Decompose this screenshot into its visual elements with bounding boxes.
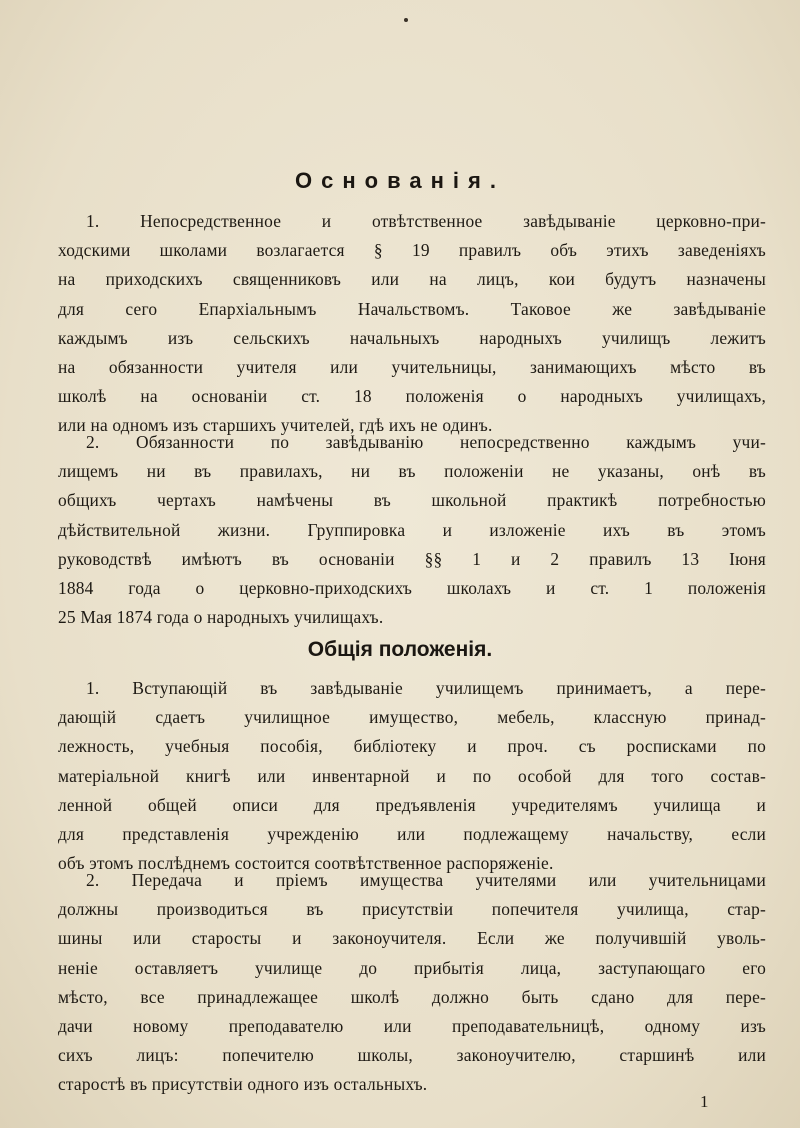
text-line: на обязанности учителя или учительницы, занимающихъ мѣсто въ bbox=[58, 356, 766, 377]
text-line: общихъ чертахъ намѣчены въ школьной практикѣ потребностью bbox=[58, 490, 766, 511]
text-line: должны производиться въ присутствіи попечителя училища, стар- bbox=[58, 899, 766, 920]
text-line: 1. Непосредственное и отвѣтственное завѣдываніе церковно-при- bbox=[86, 211, 766, 231]
paragraph-2 bbox=[58, 428, 766, 632]
text-line: школѣ на основаніи ст. 18 положенія о народныхъ училищахъ, bbox=[58, 386, 766, 407]
paragraph-4 bbox=[58, 866, 766, 1100]
section-heading-general: Общія положенія. bbox=[307, 638, 493, 661]
text-line: дѣйствительной жизни. Группировка и изложеніе ихъ въ этомъ bbox=[58, 519, 766, 540]
paragraph-1 bbox=[58, 207, 766, 441]
text-line: шины или старосты и законоучителя. Если же получившій уволь- bbox=[58, 928, 766, 949]
text-line: дающій сдаетъ училищное имущество, мебель, классную принад- bbox=[58, 707, 766, 728]
text-line: 2. Передача и пріемъ имущества учителями или учительницами bbox=[86, 870, 766, 890]
text-line: на приходскихъ священниковъ или на лицъ, кои будутъ назначены bbox=[58, 269, 766, 290]
page-number: 1 bbox=[700, 1092, 709, 1111]
text-line: 1. Вступающій въ завѣдываніе училищемъ принимаетъ, а пере- bbox=[86, 678, 766, 698]
text-line: неніе оставляетъ училище до прибытія лица, заступающаго его bbox=[58, 957, 766, 978]
text-line: руководствѣ имѣютъ въ основаніи §§ 1 и 2 правилъ 13 Іюня bbox=[58, 548, 766, 569]
paragraph-3 bbox=[58, 674, 766, 878]
text-line: для сего Епархіальнымъ Начальствомъ. Таковое же завѣдываніе bbox=[58, 298, 766, 319]
text-line: 1884 года о церковно-приходскихъ школахъ и ст. 1 положенія bbox=[58, 577, 766, 598]
text-line: ленной общей описи для предъявленія учредителямъ училища и bbox=[58, 794, 766, 815]
text-line: 2. Обязанности по завѣдыванію непосредственно каждымъ учи- bbox=[86, 432, 766, 452]
text-line: 25 Мая 1874 года о народныхъ училищахъ. bbox=[58, 607, 384, 628]
section-heading-osnovaniya: Основанія. bbox=[295, 168, 505, 193]
text-line: лищемъ ни въ правилахъ, ни въ положеніи не указаны, онѣ въ bbox=[58, 461, 766, 482]
text-line: матеріальной книгѣ или инвентарной и по особой для того состав- bbox=[58, 765, 766, 786]
text-line: ходскими школами возлагается § 19 правилъ объ этихъ заведеніяхъ bbox=[58, 240, 766, 261]
ink-dot bbox=[404, 18, 408, 22]
text-line: сихъ лицъ: попечителю школы, законоучителю, старшинѣ или bbox=[58, 1045, 766, 1066]
text-line: каждымъ изъ сельскихъ начальныхъ народныхъ училищъ лежитъ bbox=[58, 327, 766, 348]
text-line: мѣсто, все принадлежащее школѣ должно быть сдано для пере- bbox=[58, 986, 766, 1007]
text-line: для представленія учрежденію или подлежащему начальству, если bbox=[58, 823, 766, 844]
text-line: объ этомъ послѣднемъ состоится соотвѣтственное распоряженіе. bbox=[58, 853, 554, 874]
text-line: лежность, учебныя пособія, библіотеку и проч. съ росписками по bbox=[58, 736, 766, 757]
text-line: старостѣ въ присутствіи одного изъ остальныхъ. bbox=[58, 1074, 428, 1095]
text-line: или на одномъ изъ старшихъ учителей, гдѣ ихъ не одинъ. bbox=[58, 415, 493, 436]
text-line: дачи новому преподавателю или преподавательницѣ, одному изъ bbox=[58, 1015, 766, 1036]
